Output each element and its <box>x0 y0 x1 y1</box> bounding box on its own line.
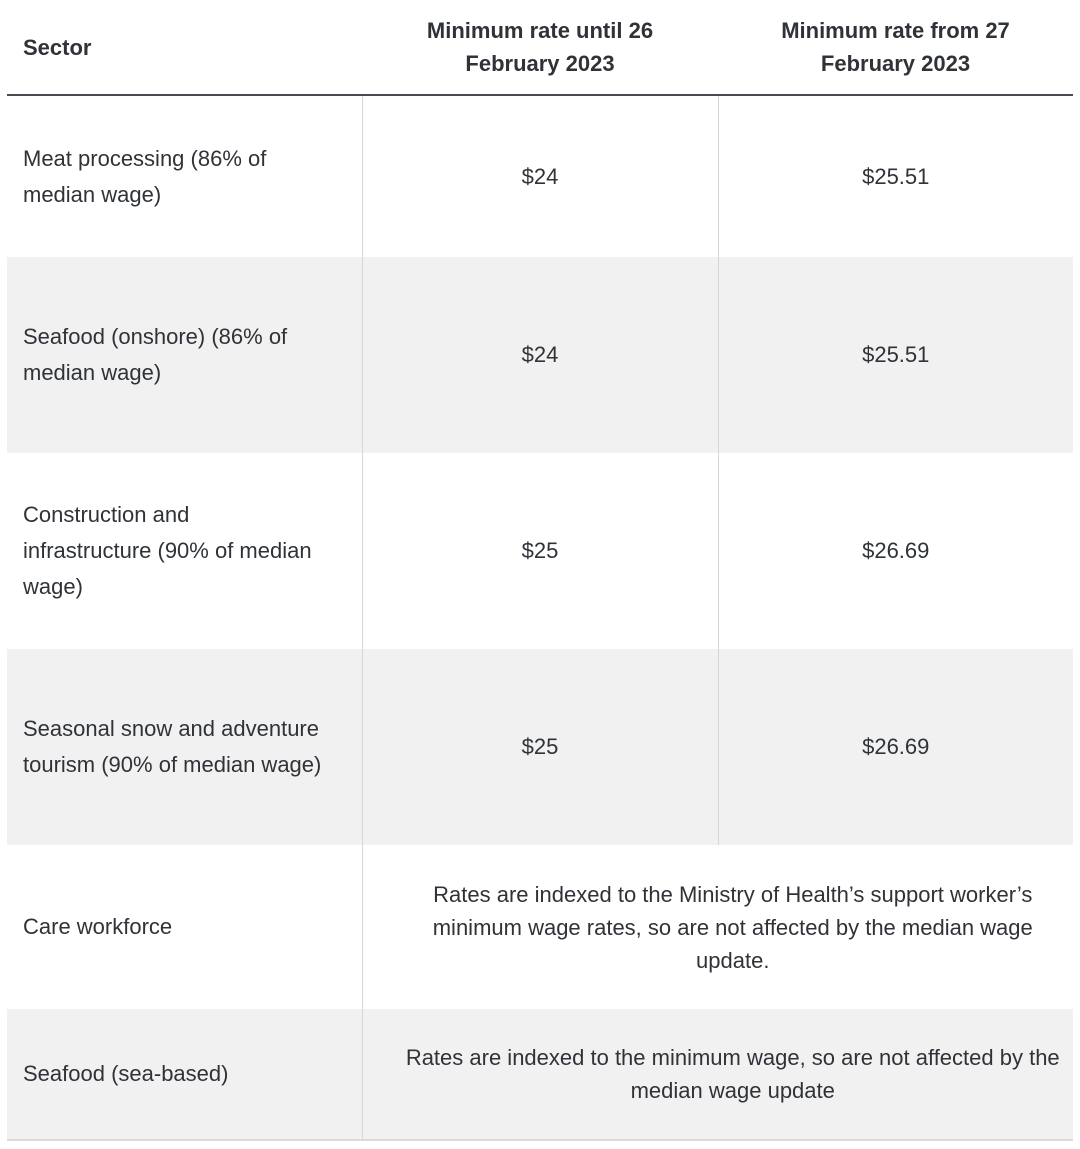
rate-note-cell: Rates are indexed to the minimum wage, so are not affected by the median wage update <box>362 1009 1073 1140</box>
table-row <box>7 257 1073 453</box>
wage-rates-table-container <box>7 0 1073 1141</box>
rate-from-cell: $25.51 <box>718 257 1073 453</box>
rate-until-cell: $24 <box>362 95 718 257</box>
sector-cell: Care workforce <box>23 914 173 939</box>
header-sector: Sector <box>7 0 362 95</box>
sector-cell: Seafood (onshore) (86% of median wage) <box>7 257 362 453</box>
table-row <box>7 453 1073 649</box>
sector-cell: Seafood (sea-based) <box>7 1009 362 1140</box>
wage-rates-table <box>7 0 1073 1141</box>
table-header-row <box>7 0 1073 95</box>
header-rate-until: Minimum rate until 26 February 2023 <box>362 0 718 95</box>
rate-note-cell: Rates are indexed to the Ministry of Health’s support worker’s minimum wage rates, so are not affected by the median wage update. <box>362 845 1073 1009</box>
sector-cell: Seasonal snow and adventure tourism (90% of median wage) <box>7 649 362 845</box>
table-row <box>7 95 1073 257</box>
header-rate-from: Minimum rate from 27 February 2023 <box>718 0 1073 95</box>
sector-cell: Meat processing (86% of median wage) <box>23 145 267 207</box>
rate-from-cell: $26.69 <box>718 453 1073 649</box>
rate-until-cell: $24 <box>362 257 718 453</box>
table-row <box>7 649 1073 845</box>
rate-from-cell: $25.51 <box>718 95 1073 257</box>
table-row <box>7 845 1073 1009</box>
rate-from-cell: $26.69 <box>718 649 1073 845</box>
rate-until-cell: $25 <box>362 453 718 649</box>
sector-cell: Construction and infrastructure (90% of median wage) <box>23 502 312 599</box>
rate-until-cell: $25 <box>362 649 718 845</box>
table-row <box>7 1009 1073 1140</box>
